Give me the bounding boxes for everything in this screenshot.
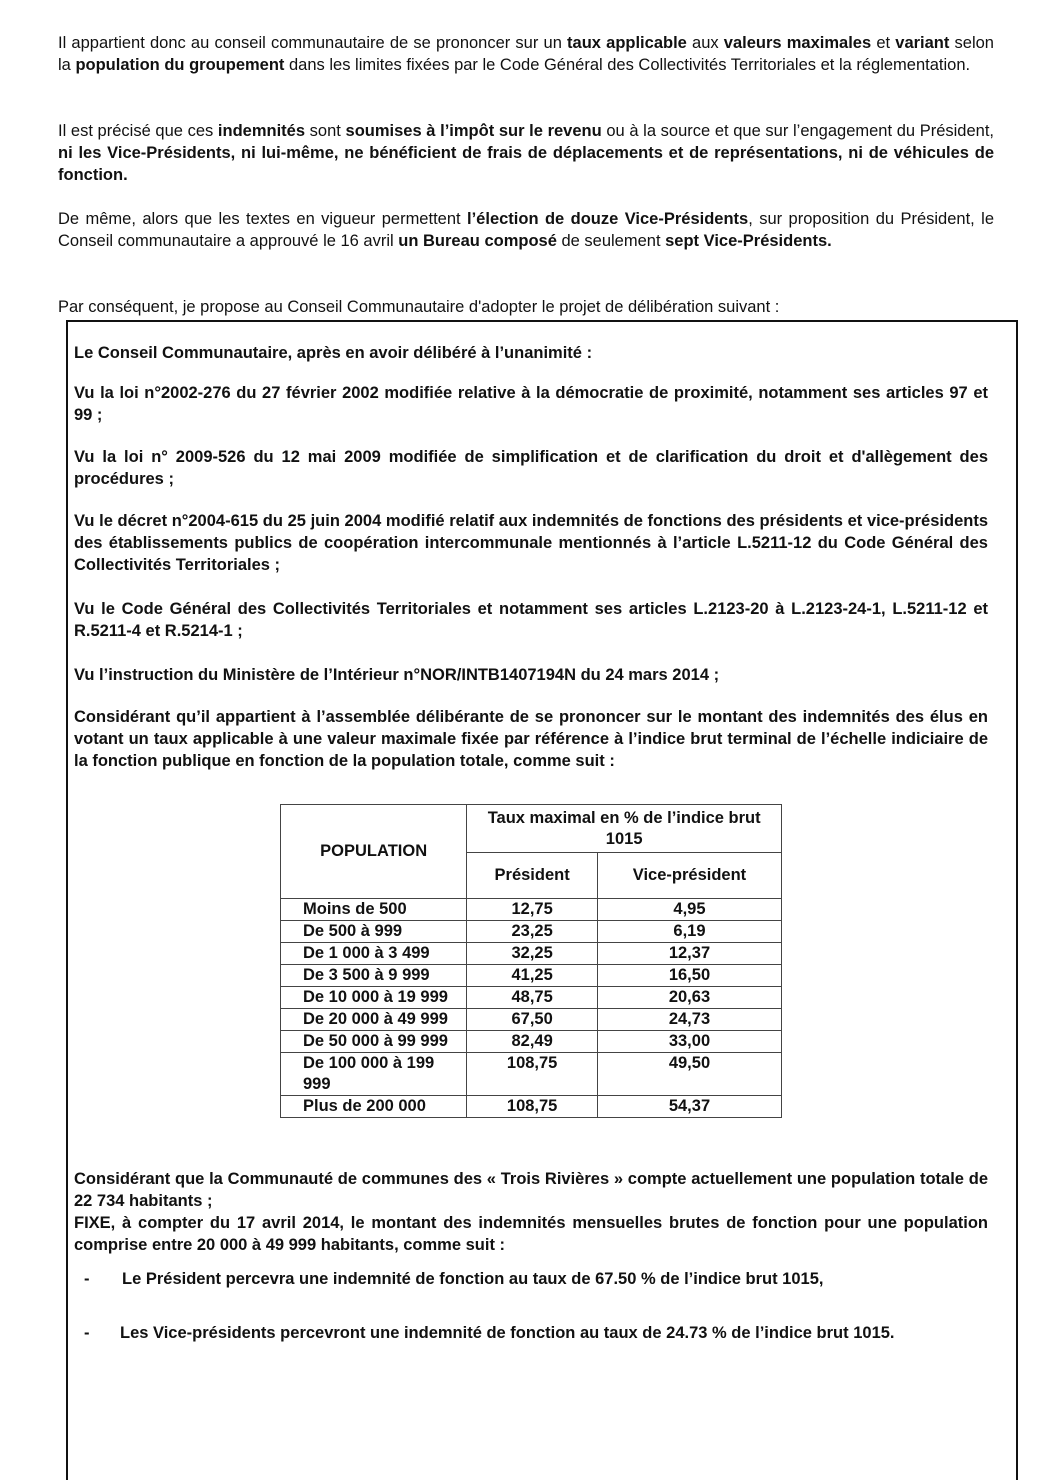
row-vice-rate: 24,73 <box>597 1009 781 1031</box>
row-president-rate: 82,49 <box>467 1031 598 1053</box>
intro-paragraph-3: De même, alors que les textes en vigueur permettent l’élection de douze Vice-Présidents, sur proposition du Président, le Conseil communautaire a approuvé le 16 avril un Bureau composé de seulement sept Vice-Présidents. <box>58 210 995 250</box>
rates-table-body <box>281 899 782 1118</box>
table-row <box>281 965 782 987</box>
row-population: De 50 000 à 99 999 <box>281 1031 467 1053</box>
row-president-rate: 48,75 <box>467 987 598 1009</box>
rates-table <box>280 804 782 1118</box>
col-group-header: Taux maximal en % de l’indice brut 1015 <box>467 805 782 853</box>
table-row <box>281 1096 782 1118</box>
row-president-rate: 108,75 <box>467 1053 598 1096</box>
col-vice-header: Vice-président <box>597 853 781 899</box>
table-row <box>281 943 782 965</box>
table-row <box>281 987 782 1009</box>
bullet-dash: - <box>84 1270 90 1288</box>
row-population: Plus de 200 000 <box>281 1096 467 1118</box>
row-population: De 10 000 à 19 999 <box>281 987 467 1009</box>
fixe-paragraph: FIXE, à compter du 17 avril 2014, le montant des indemnités mensuelles brutes de fonction pour une population comprise entre 20 000 à 49 999 habitants, comme suit : <box>74 1214 988 1254</box>
row-vice-rate: 49,50 <box>597 1053 781 1096</box>
intro-paragraph-4: Par conséquent, je propose au Conseil Communautaire d'adopter le projet de délibération suivant : <box>58 298 780 316</box>
row-president-rate: 32,25 <box>467 943 598 965</box>
table-row <box>281 1031 782 1053</box>
row-president-rate: 23,25 <box>467 921 598 943</box>
table-row <box>281 899 782 921</box>
row-vice-rate: 54,37 <box>597 1096 781 1118</box>
col-population-header: POPULATION <box>281 805 467 899</box>
row-vice-rate: 12,37 <box>597 943 781 965</box>
considerant-population: Considérant que la Communauté de communes des « Trois Rivières » compte actuellement une population totale de 22 734 habitants ; <box>74 1170 988 1210</box>
row-population: Moins de 500 <box>281 899 467 921</box>
bullet-vice <box>80 1322 998 1344</box>
vu-instruction: Vu l’instruction du Ministère de l’Intérieur n°NOR/INTB1407194N du 24 mars 2014 ; <box>74 666 720 684</box>
vu-loi-2002: Vu la loi n°2002-276 du 27 février 2002 modifiée relative à la démocratie de proximité, notamment ses articles 97 et 99 ; <box>74 384 988 424</box>
row-vice-rate: 20,63 <box>597 987 781 1009</box>
row-vice-rate: 33,00 <box>597 1031 781 1053</box>
vu-loi-2009: Vu la loi n° 2009-526 du 12 mai 2009 modifiée de simplification et de clarification du droit et d'allègement des procédures ; <box>74 448 988 488</box>
row-president-rate: 41,25 <box>467 965 598 987</box>
table-row <box>281 1009 782 1031</box>
bullet-president <box>84 1268 1002 1290</box>
row-population: De 100 000 à 199 999 <box>281 1053 467 1096</box>
row-vice-rate: 4,95 <box>597 899 781 921</box>
row-president-rate: 108,75 <box>467 1096 598 1118</box>
intro-paragraph-1: Il appartient donc au conseil communautaire de se prononcer sur un taux applicable aux valeurs maximales et variant selon la population du groupement dans les limites fixées par le Code Général des Collectivités Territoriales et la réglementation. <box>58 34 994 74</box>
row-population: De 500 à 999 <box>281 921 467 943</box>
table-row <box>281 1053 782 1096</box>
row-population: De 3 500 à 9 999 <box>281 965 467 987</box>
row-population: De 20 000 à 49 999 <box>281 1009 467 1031</box>
row-president-rate: 12,75 <box>467 899 598 921</box>
bullet-dash: - <box>84 1324 90 1342</box>
intro-paragraph-2: Il est précisé que ces indemnités sont soumises à l’impôt sur le revenu ou à la source et que sur l’engagement du Président, ni les Vice-Présidents, ni lui-même, ne bénéficient de frais de déplacements et de représentations, ni de véhicules de fonction. <box>58 122 995 184</box>
row-vice-rate: 6,19 <box>597 921 781 943</box>
bullet-vice-text: Les Vice-présidents percevront une indemnité de fonction au taux de 24.73 % de l’indice brut 1015. <box>120 1324 895 1342</box>
vu-code-general: Vu le Code Général des Collectivités Territoriales et notamment ses articles L.2123-20 à L.2123-24-1, L.5211-12 et R.5211-4 et R.5214-1 ; <box>74 600 988 640</box>
row-vice-rate: 16,50 <box>597 965 781 987</box>
table-row <box>281 921 782 943</box>
col-president-header: Président <box>467 853 598 899</box>
bullet-president-text: Le Président percevra une indemnité de fonction au taux de 67.50 % de l’indice brut 1015, <box>122 1270 824 1288</box>
considerant-montant: Considérant qu’il appartient à l’assemblée délibérante de se prononcer sur le montant des indemnités des élus en votant un taux applicable à une valeur maximale fixée par référence à l’indice brut terminal de l’échelle indiciaire de la fonction publique en fonction de la population totale, comme suit : <box>74 708 988 770</box>
row-population: De 1 000 à 3 499 <box>281 943 467 965</box>
row-president-rate: 67,50 <box>467 1009 598 1031</box>
vu-decret-2004: Vu le décret n°2004-615 du 25 juin 2004 modifié relatif aux indemnités de fonctions des présidents et vice-présidents des établissements publics de coopération intercommunale mentionnés à l’article L.5211-12 du Code Général des Collectivités Territoriales ; <box>74 512 988 574</box>
deliberation-heading: Le Conseil Communautaire, après en avoir délibéré à l’unanimité : <box>74 344 593 362</box>
